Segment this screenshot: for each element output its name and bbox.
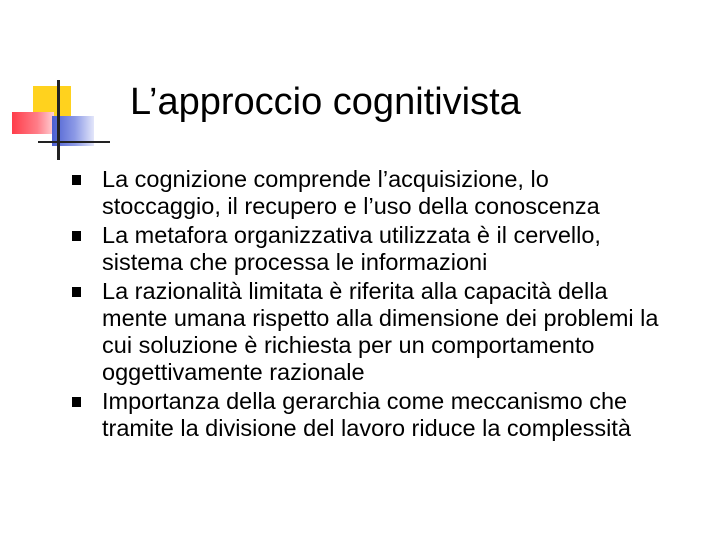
logo-horizontal-line	[38, 141, 110, 143]
bullet-text: La cognizione comprende l’acquisizione, lo stoccaggio, il recupero e l’uso della conoscenza	[102, 166, 600, 219]
bullet-text: La metafora organizzativa utilizzata è il cervello, sistema che processa le informazioni	[102, 222, 601, 275]
logo-vertical-line	[57, 80, 60, 160]
decorative-logo	[0, 0, 110, 170]
bullet-item	[72, 166, 672, 220]
square-bullet-icon	[72, 231, 81, 241]
bullet-item	[72, 222, 672, 276]
slide-title: L’approccio cognitivista	[130, 81, 521, 123]
bullet-item	[72, 388, 672, 442]
logo-red-bar	[12, 112, 54, 134]
square-bullet-icon	[72, 287, 81, 297]
bullet-text: La razionalità limitata è riferita alla capacità della mente umana rispetto alla dimensione dei problemi la cui soluzione è richiesta per un comportamento oggettivamente razionale	[102, 278, 659, 385]
bullet-list	[72, 166, 672, 444]
square-bullet-icon	[72, 397, 81, 407]
bullet-item	[72, 278, 672, 386]
bullet-text: Importanza della gerarchia come meccanismo che tramite la divisione del lavoro riduce la complessità	[102, 388, 631, 441]
square-bullet-icon	[72, 175, 81, 185]
